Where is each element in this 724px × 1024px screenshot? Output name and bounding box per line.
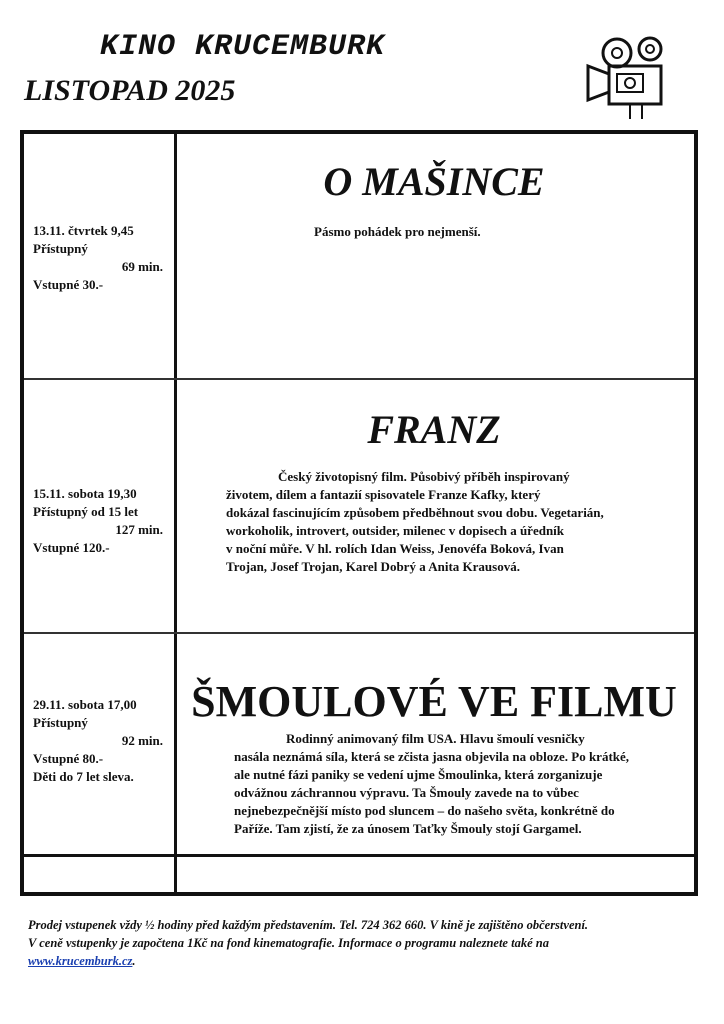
footer-note bbox=[28, 916, 708, 970]
column-divider bbox=[174, 134, 177, 892]
age-rating: Přístupný bbox=[33, 241, 88, 256]
description-line: nejnebezpečnější místo pod sluncem – do našeho světa, konkrétně do bbox=[234, 803, 615, 818]
discount-note: Děti do 7 let sleva. bbox=[33, 769, 134, 784]
film-camera-icon bbox=[584, 36, 680, 120]
screening-info bbox=[33, 485, 171, 557]
age-rating: Přístupný od 15 let bbox=[33, 504, 139, 519]
screening-date: 15.11. sobota 19,30 bbox=[33, 486, 137, 501]
description-line: odvážnou záchrannou výpravu. Ta Šmouly zavede na to vůbec bbox=[234, 785, 579, 800]
row-divider bbox=[24, 632, 694, 634]
website-link[interactable]: www.krucemburk.cz bbox=[28, 954, 133, 968]
month-title: LISTOPAD 2025 bbox=[24, 74, 236, 107]
ticket-price: Vstupné 80.- bbox=[33, 751, 104, 766]
description-line: dokázal fascinujícím způsobem předběhnout svou dobu. Vegetarián, bbox=[226, 505, 604, 520]
description-line: v noční můře. V hl. rolích Idan Weiss, Jenovéfa Boková, Ivan bbox=[226, 541, 564, 556]
duration: 127 min. bbox=[115, 522, 163, 537]
film-title-o-masince: O MAŠINCE bbox=[323, 159, 545, 204]
row-divider bbox=[24, 378, 694, 380]
footer-line: V ceně vstupenky je započtena 1Kč na fond kinematografie. Informace o programu naleznete také na bbox=[28, 936, 549, 950]
age-rating: Přístupný bbox=[33, 715, 88, 730]
screening-date: 29.11. sobota 17,00 bbox=[33, 697, 137, 712]
description-line: ale nutné fázi paniky se vedení ujme Šmoulinka, která zorganizuje bbox=[234, 767, 603, 782]
screening-date: 13.11. čtvrtek 9,45 bbox=[33, 223, 134, 238]
description-line: workoholik, introvert, outsider, milenec v dopisech a úředník bbox=[226, 523, 565, 538]
description-line: Pásmo pohádek pro nejmenší. bbox=[314, 224, 481, 239]
description-line: životem, dílem a fantazií spisovatele Franze Kafky, který bbox=[226, 487, 541, 502]
footer-period: . bbox=[132, 954, 136, 968]
footer-line: Prodej vstupenek vždy ½ hodiny před každým představením. Tel. 724 362 660. V kině je zajištěno občerstvení. bbox=[28, 918, 589, 932]
duration: 69 min. bbox=[121, 259, 163, 274]
ticket-price: Vstupné 120.- bbox=[33, 540, 110, 555]
description-line: Český životopisný film. Působivý příběh inspirovaný bbox=[278, 469, 570, 484]
film-title-smoulove-ve-filmu: ŠMOULOVÉ VE FILMU bbox=[191, 677, 677, 726]
description-line: Rodinný animovaný film USA. Hlavu šmoulí vesničky bbox=[286, 731, 585, 746]
screening-info bbox=[33, 696, 171, 786]
cinema-name: KINO KRUCEMBURK bbox=[100, 30, 386, 64]
film-description bbox=[234, 730, 629, 838]
film-description bbox=[226, 468, 604, 576]
screening-info bbox=[33, 222, 171, 294]
description-line: nasála neznámá síla, která se zčista jasna objevila na obloze. Po krátké, bbox=[234, 749, 630, 764]
duration: 92 min. bbox=[121, 733, 163, 748]
description-line: Paříže. Tam zjistí, že za únosem Taťky Šmouly stojí Gargamel. bbox=[234, 821, 582, 836]
row-divider bbox=[24, 854, 694, 857]
film-title-franz: FRANZ bbox=[367, 407, 501, 452]
description-line: Trojan, Josef Trojan, Karel Dobrý a Anita Krausová. bbox=[226, 559, 520, 574]
ticket-price: Vstupné 30.- bbox=[33, 277, 104, 292]
program-table bbox=[20, 130, 698, 896]
film-description bbox=[314, 223, 481, 241]
